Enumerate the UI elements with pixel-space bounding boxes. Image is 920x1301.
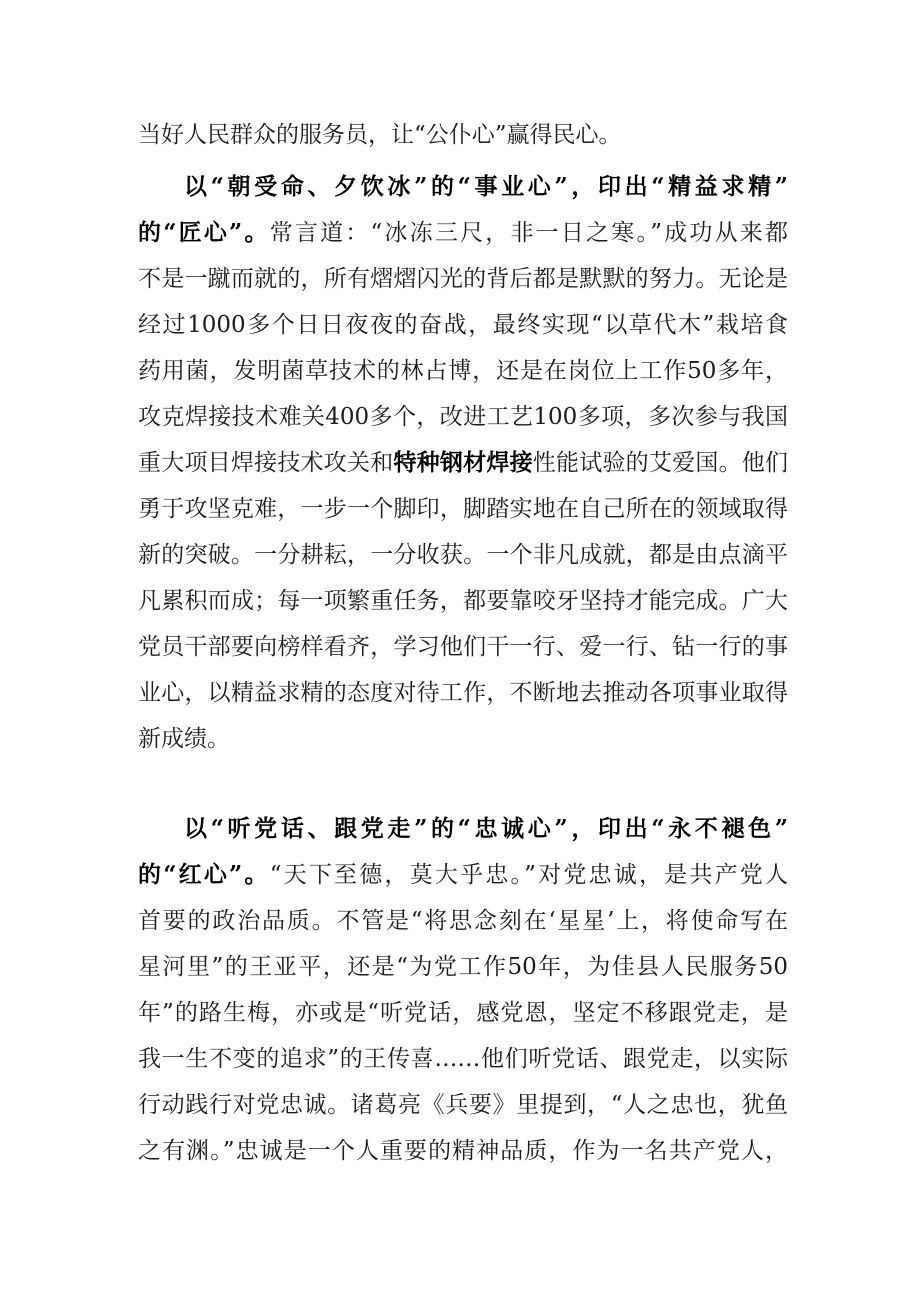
text-line [138, 210, 788, 256]
paragraph-heading-line [184, 806, 788, 852]
text-line [138, 256, 788, 302]
text-segment: 性能试验的艾爱国。他们 [532, 450, 788, 476]
text-line [138, 944, 788, 990]
bold-heading-segment: 的“红心”。 [138, 861, 270, 888]
text-segment: 当好人民群众的服务员，让“公仆心”赢得民心。 [138, 122, 622, 148]
text-segment: 凡累积而成；每一项繁重任务，都要靠咬牙坚持才能完成。广大 [138, 588, 788, 614]
text-line [138, 716, 788, 762]
text-line [138, 1036, 788, 1082]
text-line [138, 440, 788, 486]
text-line [138, 624, 788, 670]
bold-heading-segment: 以“朝受命、夕饮冰”的“事业心”，印出“精益求精” [184, 173, 788, 200]
text-segment: 勇于攻坚克难，一步一个脚印，脚踏实地在自己所在的领域取得 [138, 496, 788, 522]
text-line [138, 898, 788, 944]
text-segment: 常言道：“冰冻三尺，非一日之寒。”成功从来都 [269, 220, 788, 246]
text-line [138, 578, 788, 624]
text-line [138, 112, 788, 158]
text-line [138, 348, 788, 394]
text-segment: 不是一蹴而就的，所有熠熠闪光的背后都是默默的努力。无论是 [138, 266, 788, 292]
text-segment: 攻克焊接技术难关400多个，改进工艺100多项，多次参与我国 [138, 404, 788, 430]
text-line [138, 1082, 788, 1128]
text-segment: 重大项目焊接技术攻关和 [138, 450, 394, 476]
bold-heading-segment: 的“匠心”。 [138, 219, 270, 246]
bold-inline-segment: 特种钢材焊接 [393, 449, 533, 476]
text-segment: 年”的路生梅，亦或是“听党话，感党恩，坚定不移跟党走，是 [138, 1000, 788, 1026]
text-segment: 新的突破。一分耕耘，一分收获。一个非凡成就，都是由点滴平 [138, 542, 788, 568]
text-line [138, 532, 788, 578]
paragraph-heading-line [184, 164, 788, 210]
text-line [138, 486, 788, 532]
text-line [138, 302, 788, 348]
text-segment: 经过1000多个日日夜夜的奋战，最终实现“以草代木”栽培食 [138, 312, 788, 338]
text-line [138, 1128, 788, 1174]
text-segment: 药用菌，发明菌草技术的林占博，还是在岗位上工作50多年， [138, 358, 788, 384]
text-segment: “天下至德，莫大乎忠。”对党忠诚，是共产党人 [269, 862, 788, 888]
text-segment: 我一生不变的追求”的王传喜……他们听党话、跟党走，以实际 [138, 1046, 788, 1072]
text-line [138, 394, 788, 440]
text-segment: 之有渊。”忠诚是一个人重要的精神品质，作为一名共产党人， [138, 1138, 788, 1164]
text-segment: 党员干部要向榜样看齐，学习他们干一行、爱一行、钻一行的事 [138, 634, 788, 660]
text-segment: 业心，以精益求精的态度对待工作，不断地去推动各项事业取得 [138, 680, 788, 706]
text-segment: 星河里”的王亚平，还是“为党工作50年，为佳县人民服务50 [138, 954, 788, 980]
text-segment: 行动践行对党忠诚。诸葛亮《兵要》里提到，“人之忠也，犹鱼 [138, 1092, 788, 1118]
text-segment: 首要的政治品质。不管是“将思念刻在‘星星’上，将使命写在 [138, 908, 788, 934]
text-line [138, 670, 788, 716]
text-segment: 新成绩。 [138, 726, 230, 752]
text-line [138, 852, 788, 898]
bold-heading-segment: 以“听党话、跟党走”的“忠诚心”，印出“永不褪色” [184, 815, 788, 842]
text-line [138, 990, 788, 1036]
